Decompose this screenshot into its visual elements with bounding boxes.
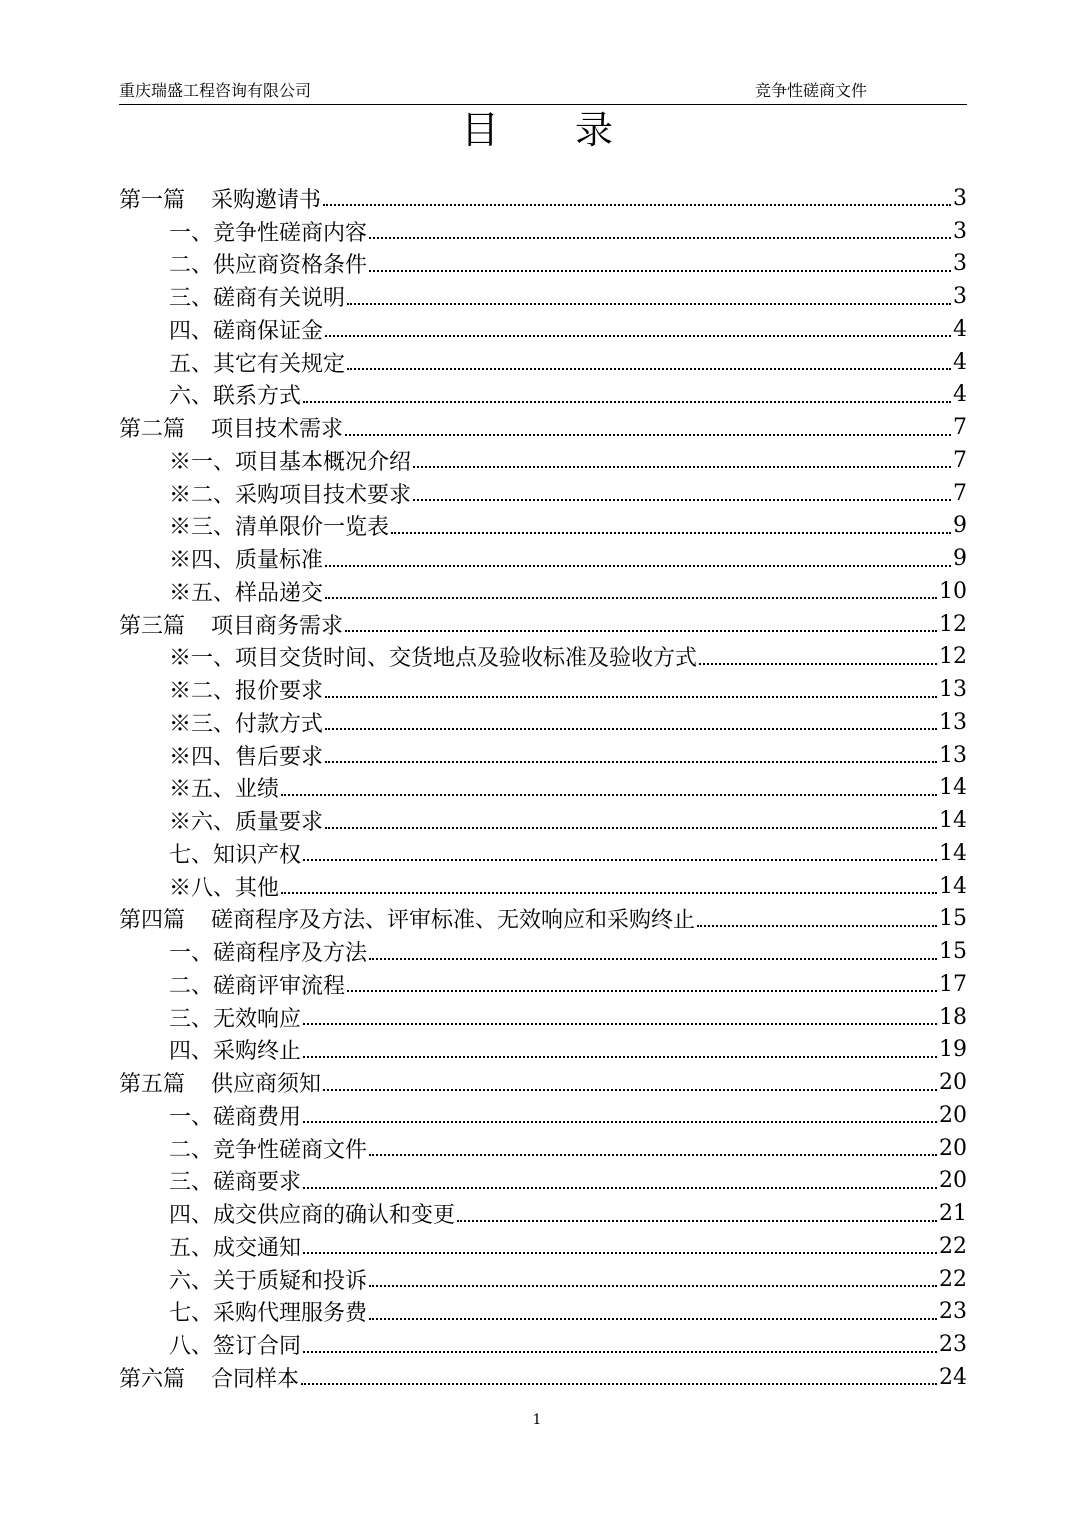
toc-dot-leader	[369, 958, 937, 960]
toc-section-entry[interactable]	[119, 510, 967, 543]
toc-entry-label	[169, 1165, 301, 1196]
toc-entry-text: 七、知识产权	[169, 842, 302, 868]
toc-entry-label	[119, 1362, 299, 1393]
toc-page-number: 13	[939, 677, 967, 703]
toc-section-entry[interactable]	[119, 346, 967, 379]
toc-section-entry[interactable]	[119, 1001, 967, 1034]
toc-entry-text: 五、成交通知	[169, 1235, 302, 1261]
toc-section-entry[interactable]	[119, 968, 967, 1001]
toc-page-number: 24	[939, 1364, 967, 1390]
toc-entry-label	[119, 1067, 321, 1098]
toc-entry-label	[169, 674, 323, 705]
toc-dot-leader	[303, 1351, 937, 1353]
toc-entry-text: 一、磋商程序及方法	[169, 941, 368, 967]
toc-page-number: 14	[939, 775, 967, 801]
toc-entry-text: 六、关于质疑和投诉	[169, 1268, 368, 1294]
toc-page-number: 20	[939, 1070, 967, 1096]
toc-entry-label	[169, 1002, 301, 1033]
toc-section-entry[interactable]	[119, 1230, 967, 1263]
toc-dot-leader	[303, 1056, 937, 1058]
toc-entry-label	[169, 1100, 301, 1131]
toc-section-entry[interactable]	[119, 837, 967, 870]
toc-chapter-number: 第五篇	[119, 1072, 186, 1098]
toc-section-entry[interactable]	[119, 280, 967, 313]
toc-entry-label	[169, 772, 279, 803]
toc-section-entry[interactable]	[119, 215, 967, 248]
toc-dot-leader	[281, 794, 937, 796]
toc-section-entry[interactable]	[119, 1034, 967, 1067]
toc-page-number: 15	[939, 906, 967, 932]
toc-page-number: 7	[953, 447, 967, 473]
toc-entry-text: 六、联系方式	[169, 384, 302, 410]
toc-page-number: 4	[953, 316, 967, 342]
toc-page-number: 21	[939, 1201, 967, 1227]
toc-dot-leader	[325, 761, 937, 763]
toc-dot-leader	[369, 237, 951, 239]
toc-entry-label	[169, 871, 279, 902]
toc-dot-leader	[301, 1383, 937, 1385]
toc-entry-text: 二、磋商评审流程	[169, 973, 346, 999]
toc-entry-label	[169, 838, 301, 869]
toc-page-number: 3	[953, 218, 967, 244]
toc-entry-label	[169, 740, 323, 771]
toc-entry-label	[169, 543, 323, 574]
toc-entry-label	[119, 609, 343, 640]
toc-entry-label	[169, 216, 367, 247]
toc-dot-leader	[303, 1252, 937, 1254]
toc-dot-leader	[325, 597, 937, 599]
toc-page-number: 12	[939, 644, 967, 670]
toc-entry-text: 磋商程序及方法、评审标准、无效响应和采购终止	[211, 908, 696, 934]
toc-entry-label	[169, 576, 323, 607]
page-number: 1	[532, 1412, 542, 1428]
toc-entry-text: 三、磋商有关说明	[169, 286, 346, 312]
toc-entry-label	[169, 1264, 367, 1295]
toc-entry-label	[169, 936, 367, 967]
toc-page-number: 3	[953, 284, 967, 310]
toc-chapter-entry[interactable]	[119, 903, 967, 936]
toc-entry-label	[169, 281, 345, 312]
toc-entry-label	[169, 1329, 301, 1360]
toc-section-entry[interactable]	[119, 739, 967, 772]
toc-entry-label	[119, 903, 695, 934]
toc-chapter-entry[interactable]	[119, 1361, 967, 1394]
toc-dot-leader	[325, 728, 937, 730]
toc-section-entry[interactable]	[119, 1197, 967, 1230]
toc-page-number: 13	[939, 742, 967, 768]
toc-page-number: 22	[939, 1266, 967, 1292]
toc-chapter-number: 第二篇	[119, 417, 186, 443]
toc-page-number: 19	[939, 1037, 967, 1063]
toc-dot-leader	[345, 630, 937, 632]
toc-entry-label	[169, 510, 389, 541]
toc-chapter-number: 第六篇	[119, 1366, 186, 1392]
toc-section-entry[interactable]	[119, 1165, 967, 1198]
toc-dot-leader	[303, 1187, 937, 1189]
toc-entry-label	[169, 478, 411, 509]
toc-entry-text: 供应商须知	[211, 1072, 322, 1098]
toc-entry-text: ※三、清单限价一览表	[169, 515, 390, 541]
toc-page-number: 15	[939, 939, 967, 965]
toc-entry-text: ※一、项目基本概况介绍	[169, 449, 412, 475]
toc-page-number: 22	[939, 1233, 967, 1259]
toc-entry-text: 二、供应商资格条件	[169, 253, 368, 279]
toc-dot-leader	[323, 1089, 937, 1091]
toc-entry-text: ※三、付款方式	[169, 711, 324, 737]
toc-dot-leader	[347, 368, 951, 370]
toc-section-entry[interactable]	[119, 542, 967, 575]
toc-entry-text: 采购邀请书	[211, 187, 322, 213]
toc-page-number: 9	[953, 513, 967, 539]
toc-dot-leader	[325, 565, 951, 567]
toc-entry-label	[169, 1034, 301, 1065]
toc-dot-leader	[369, 1285, 937, 1287]
header-company: 重庆瑞盛工程咨询有限公司	[119, 81, 312, 100]
toc-entry-text: 七、采购代理服务费	[169, 1301, 368, 1327]
toc-page-number: 14	[939, 808, 967, 834]
toc-page-number: 4	[953, 382, 967, 408]
toc-dot-leader	[413, 466, 951, 468]
toc-page-number: 20	[939, 1135, 967, 1161]
toc-section-entry[interactable]	[119, 444, 967, 477]
toc-page-number: 13	[939, 709, 967, 735]
toc-page-number: 4	[953, 349, 967, 375]
toc-chapter-entry[interactable]	[119, 608, 967, 641]
toc-section-entry[interactable]	[119, 772, 967, 805]
toc-entry-text: 一、竞争性磋商内容	[169, 220, 368, 246]
toc-page-number: 10	[939, 578, 967, 604]
toc-section-entry[interactable]	[119, 477, 967, 510]
toc-dot-leader	[303, 859, 937, 861]
toc-entry-label	[119, 183, 321, 214]
toc-page-number: 9	[953, 546, 967, 572]
toc-section-entry[interactable]	[119, 313, 967, 346]
toc-dot-leader	[303, 401, 951, 403]
toc-entry-text: 项目商务需求	[211, 613, 344, 639]
toc-entry-text: 三、磋商要求	[169, 1170, 302, 1196]
toc-entry-label	[169, 969, 345, 1000]
toc-section-entry[interactable]	[119, 673, 967, 706]
header-document-title: 竞争性磋商文件	[755, 81, 868, 100]
toc-dot-leader	[345, 434, 951, 436]
toc-dot-leader	[325, 827, 937, 829]
toc-section-entry[interactable]	[119, 804, 967, 837]
toc-entry-text: ※一、项目交货时间、交货地点及验收标准及验收方式	[169, 646, 698, 672]
page-title: 目 录	[460, 108, 613, 152]
toc-entry-text: 五、其它有关规定	[169, 351, 346, 377]
toc-entry-text: 合同样本	[211, 1366, 300, 1392]
toc-section-entry[interactable]	[119, 1328, 967, 1361]
toc-dot-leader	[281, 892, 937, 894]
toc-entry-text: 四、采购终止	[169, 1039, 302, 1065]
toc-chapter-entry[interactable]	[119, 1066, 967, 1099]
toc-entry-text: ※四、质量标准	[169, 548, 324, 574]
toc-section-entry[interactable]	[119, 248, 967, 281]
toc-entry-text: 一、磋商费用	[169, 1104, 302, 1130]
page-header	[119, 76, 967, 105]
toc-entry-label	[169, 379, 301, 410]
toc-entry-label	[169, 1231, 301, 1262]
toc-page-number: 7	[953, 480, 967, 506]
toc-entry-text: 八、签订合同	[169, 1334, 302, 1360]
toc-page-number: 14	[939, 873, 967, 899]
toc-chapter-entry[interactable]	[119, 182, 967, 215]
toc-entry-text: 二、竞争性磋商文件	[169, 1137, 368, 1163]
toc-section-entry[interactable]	[119, 870, 967, 903]
toc-entry-label	[169, 805, 323, 836]
toc-dot-leader	[699, 663, 937, 665]
toc-entry-text: ※八、其他	[169, 875, 280, 901]
toc-entry-label	[169, 314, 323, 345]
toc-entry-text: ※四、售后要求	[169, 744, 324, 770]
toc-chapter-number: 第三篇	[119, 613, 186, 639]
toc-section-entry[interactable]	[119, 1296, 967, 1329]
toc-page-number: 14	[939, 840, 967, 866]
toc-page-number: 3	[953, 185, 967, 211]
toc-entry-label	[169, 1133, 367, 1164]
toc-dot-leader	[325, 696, 937, 698]
toc-entry-label	[169, 1296, 367, 1327]
toc-section-entry[interactable]	[119, 1099, 967, 1132]
toc-section-entry[interactable]	[119, 641, 967, 674]
toc-page-number: 23	[939, 1299, 967, 1325]
toc-entry-text: 三、无效响应	[169, 1006, 302, 1032]
toc-entry-text: 四、成交供应商的确认和变更	[169, 1203, 456, 1229]
toc-entry-label	[119, 412, 343, 443]
toc-dot-leader	[347, 303, 951, 305]
toc-section-entry[interactable]	[119, 1263, 967, 1296]
toc-entry-text: 四、磋商保证金	[169, 318, 324, 344]
toc-page-number: 17	[939, 971, 967, 997]
toc-dot-leader	[323, 204, 951, 206]
toc-dot-leader	[369, 1318, 937, 1320]
toc-entry-label	[169, 445, 411, 476]
toc-dot-leader	[303, 1023, 937, 1025]
toc-page-number: 7	[953, 415, 967, 441]
toc-dot-leader	[697, 925, 937, 927]
toc-entry-text: ※六、质量要求	[169, 810, 324, 836]
toc-dot-leader	[369, 270, 951, 272]
toc-entry-label	[169, 347, 345, 378]
toc-entry-label	[169, 248, 367, 279]
toc-dot-leader	[303, 1121, 937, 1123]
toc-page-number: 18	[939, 1004, 967, 1030]
toc-entry-text: 项目技术需求	[211, 417, 344, 443]
toc-entry-text: ※二、采购项目技术要求	[169, 482, 412, 508]
toc-page-number: 3	[953, 251, 967, 277]
toc-dot-leader	[457, 1220, 937, 1222]
toc-page-number: 20	[939, 1102, 967, 1128]
toc-page-number: 20	[939, 1168, 967, 1194]
toc-page-number: 12	[939, 611, 967, 637]
toc-dot-leader	[413, 499, 951, 501]
toc-chapter-number: 第一篇	[119, 187, 186, 213]
toc-entry-text: ※五、业绩	[169, 777, 280, 803]
toc-entry-label	[169, 707, 323, 738]
toc-page-number: 23	[939, 1332, 967, 1358]
toc-entry-label	[169, 1198, 455, 1229]
toc-entry-label	[169, 641, 697, 672]
toc-dot-leader	[325, 335, 951, 337]
table-of-contents	[119, 182, 967, 1394]
toc-section-entry[interactable]	[119, 935, 967, 968]
toc-chapter-number: 第四篇	[119, 908, 186, 934]
toc-entry-text: ※五、样品递交	[169, 580, 324, 606]
toc-section-entry[interactable]	[119, 575, 967, 608]
toc-section-entry[interactable]	[119, 706, 967, 739]
toc-dot-leader	[391, 532, 951, 534]
toc-dot-leader	[369, 1154, 937, 1156]
toc-entry-text: ※二、报价要求	[169, 679, 324, 705]
toc-chapter-entry[interactable]	[119, 411, 967, 444]
toc-section-entry[interactable]	[119, 1132, 967, 1165]
toc-dot-leader	[347, 990, 937, 992]
toc-section-entry[interactable]	[119, 379, 967, 412]
